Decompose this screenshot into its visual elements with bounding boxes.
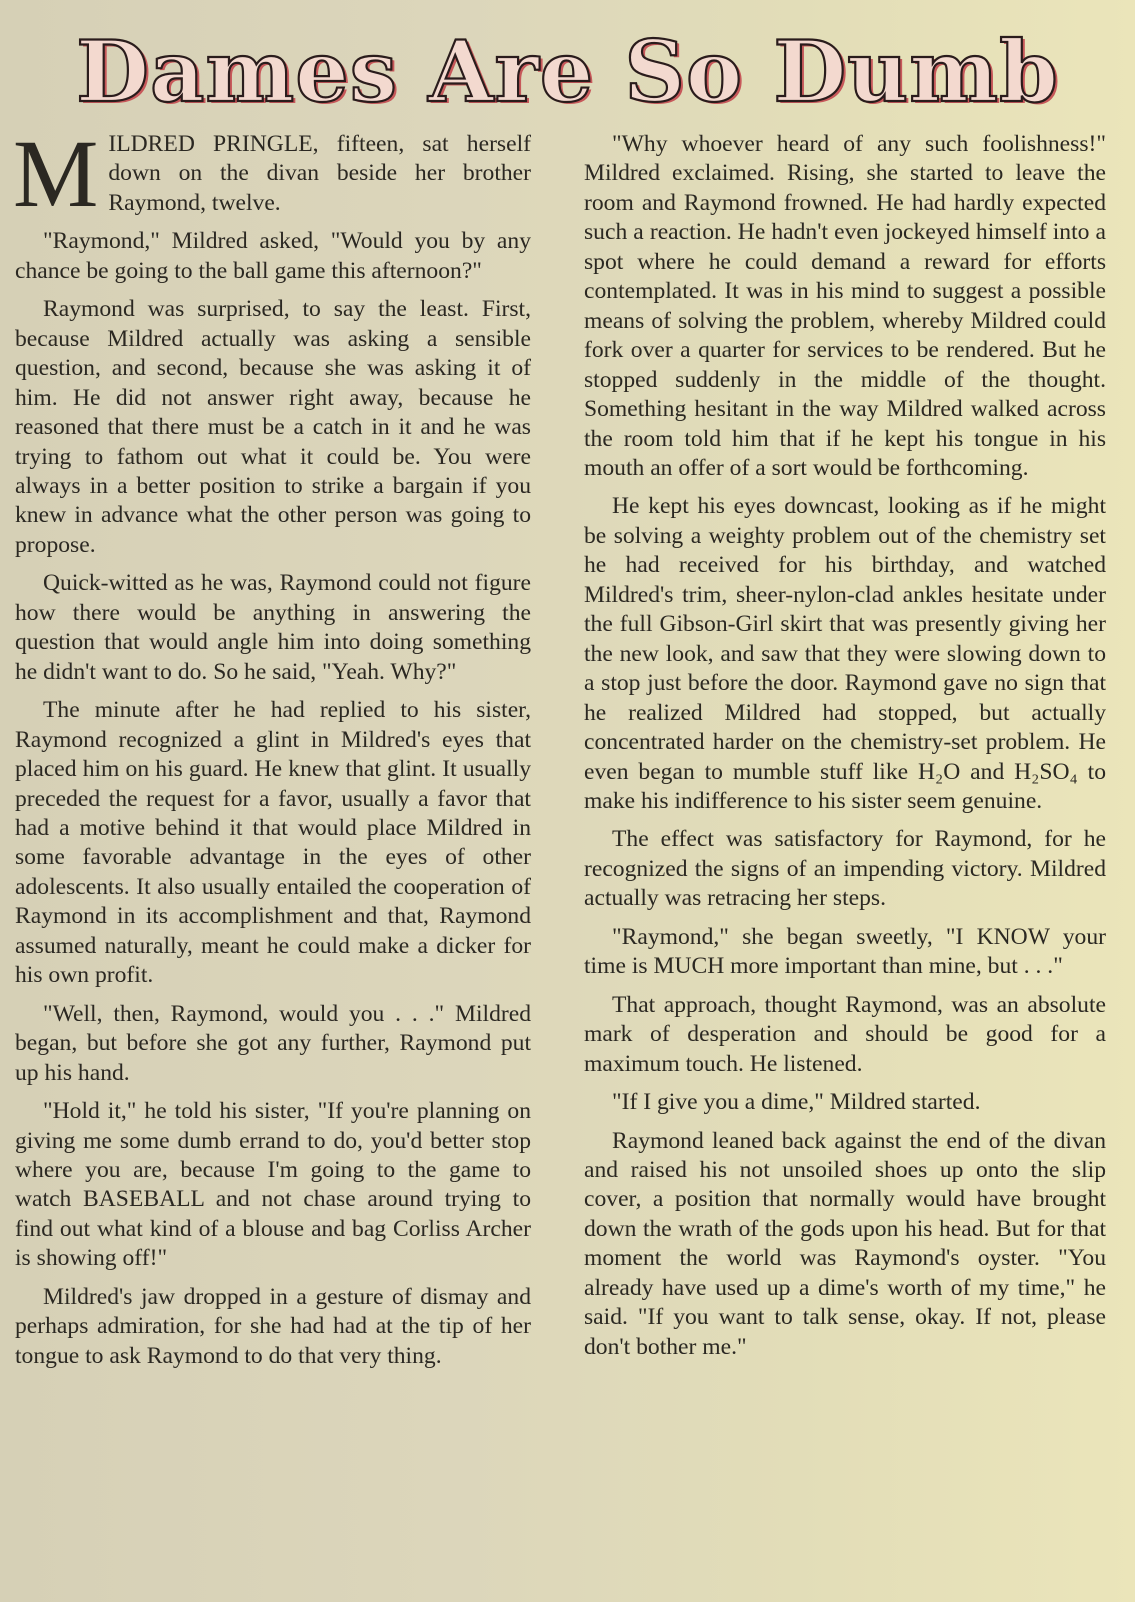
paragraph: "If I give you a dime," Mildred started. xyxy=(612,1089,981,1116)
left-column xyxy=(13,120,531,1380)
paragraph: Mildred's jaw dropped in a gesture of dismay and perhaps admiration, for she had had at the tip of her tongue to ask Raymond to do that very thing. xyxy=(15,1283,531,1369)
opening-paragraph xyxy=(13,120,531,227)
paragraph: Quick-witted as he was, Raymond could not figure how there would be anything in answering the question that would angle him into doing something he didn't want to do. So he said, "Yeah. Why?" xyxy=(15,570,531,685)
paragraph: "Well, then, Raymond, would you . . ." Mildred began, but before she got any further, Raymond put up his hand. xyxy=(15,1000,531,1086)
paragraph: "Why whoever heard of any such foolishness!" Mildred exclaimed. Rising, she started to leave the room and Raymond frowned. He had hardly expected such a reaction. He hadn't even jockeyed himself into a spot where he could demand a reward for efforts contemplated. It was in his mind to suggest a possible means of solving the problem, whereby Mildred could fork over a quarter for services to be rendered. But he stopped suddenly in the middle of the thought. Something hesitant in the way Mildred walked across the room told him that if he kept his tongue in his mouth an offer of a sort would be forthcoming. xyxy=(584,131,1106,481)
paragraph: "Raymond," she began sweetly, "I KNOW your time is MUCH more important than mine, but . . ." xyxy=(584,923,1106,980)
right-column xyxy=(584,130,1106,1371)
paragraph: The minute after he had replied to his sister, Raymond recognized a glint in Mildred's eyes that placed him on his guard. He knew that glint. It usually preceded the request for a favor, usually a favor that had a motive behind it that would place Mildred in some favorable advantage in the eyes of other adolescents. It also usually entailed the cooperation of Raymond in its accomplishment and that, Raymond assumed naturally, meant he could make a dicker for his own profit. xyxy=(15,697,531,989)
paragraph: The effect was satisfactory for Raymond, for he recognized the signs of an impending victory. Mildred actually was retracing her steps. xyxy=(584,826,1106,912)
paragraph: Raymond was surprised, to say the least. First, because Mildred actually was asking a sensible question, and second, because she was asking it of him. He did not answer right away, because he reasoned that there must be a catch in it and he was trying to fathom out what it could be. You were always in a better position to strike a bargain if you knew in advance what the other person was going to propose. xyxy=(15,296,531,558)
paragraph: He kept his eyes downcast, looking as if he might be solving a weighty problem out of the chemistry set he had received for his birthday, and watched Mildred's trim, sheer-nylon-clad ankles hesitate under the full Gibson-Girl skirt that was presently giving her the new look, and saw that they were slowing down to a stop just before the door. Raymond gave no sign that he realized Mildred had stopped, but actually concentrated harder on the chemistry-set problem. He even began to mumble stuff like H₂O and H₂SO₄ to make his indifference to his sister seem genuine. xyxy=(584,493,1106,814)
paragraph: That approach, thought Raymond, was an absolute mark of desperation and should be good for a maximum touch. He listened. xyxy=(584,991,1106,1077)
drop-cap: M xyxy=(13,120,99,227)
paragraph: "Hold it," he told his sister, "If you're planning on giving me some dumb errand to do, you'd better stop where you are, because I'm going to the game to watch BASEBALL and not chase around trying to find out what kind of a blouse and bag Corliss Archer is showing off!" xyxy=(15,1098,531,1272)
paragraph: Raymond leaned back against the end of the divan and raised his not unsoiled shoes up onto the slip cover, a position that normally would have brought down the wrath of the gods upon his head. But for that moment the world was Raymond's oyster. "You already have used up a dime's worth of my time," he said. "If you want to talk sense, okay. If not, please don't bother me." xyxy=(584,1127,1106,1360)
opening-text: ILDRED PRINGLE, fifteen, sat herself down on the divan beside her brother Raymond, twelve. xyxy=(108,131,531,216)
paragraph: "Raymond," Mildred asked, "Would you by any chance be going to the ball game this afternoon?" xyxy=(15,228,531,284)
story-title: Dames Are So Dumb xyxy=(76,22,1059,121)
